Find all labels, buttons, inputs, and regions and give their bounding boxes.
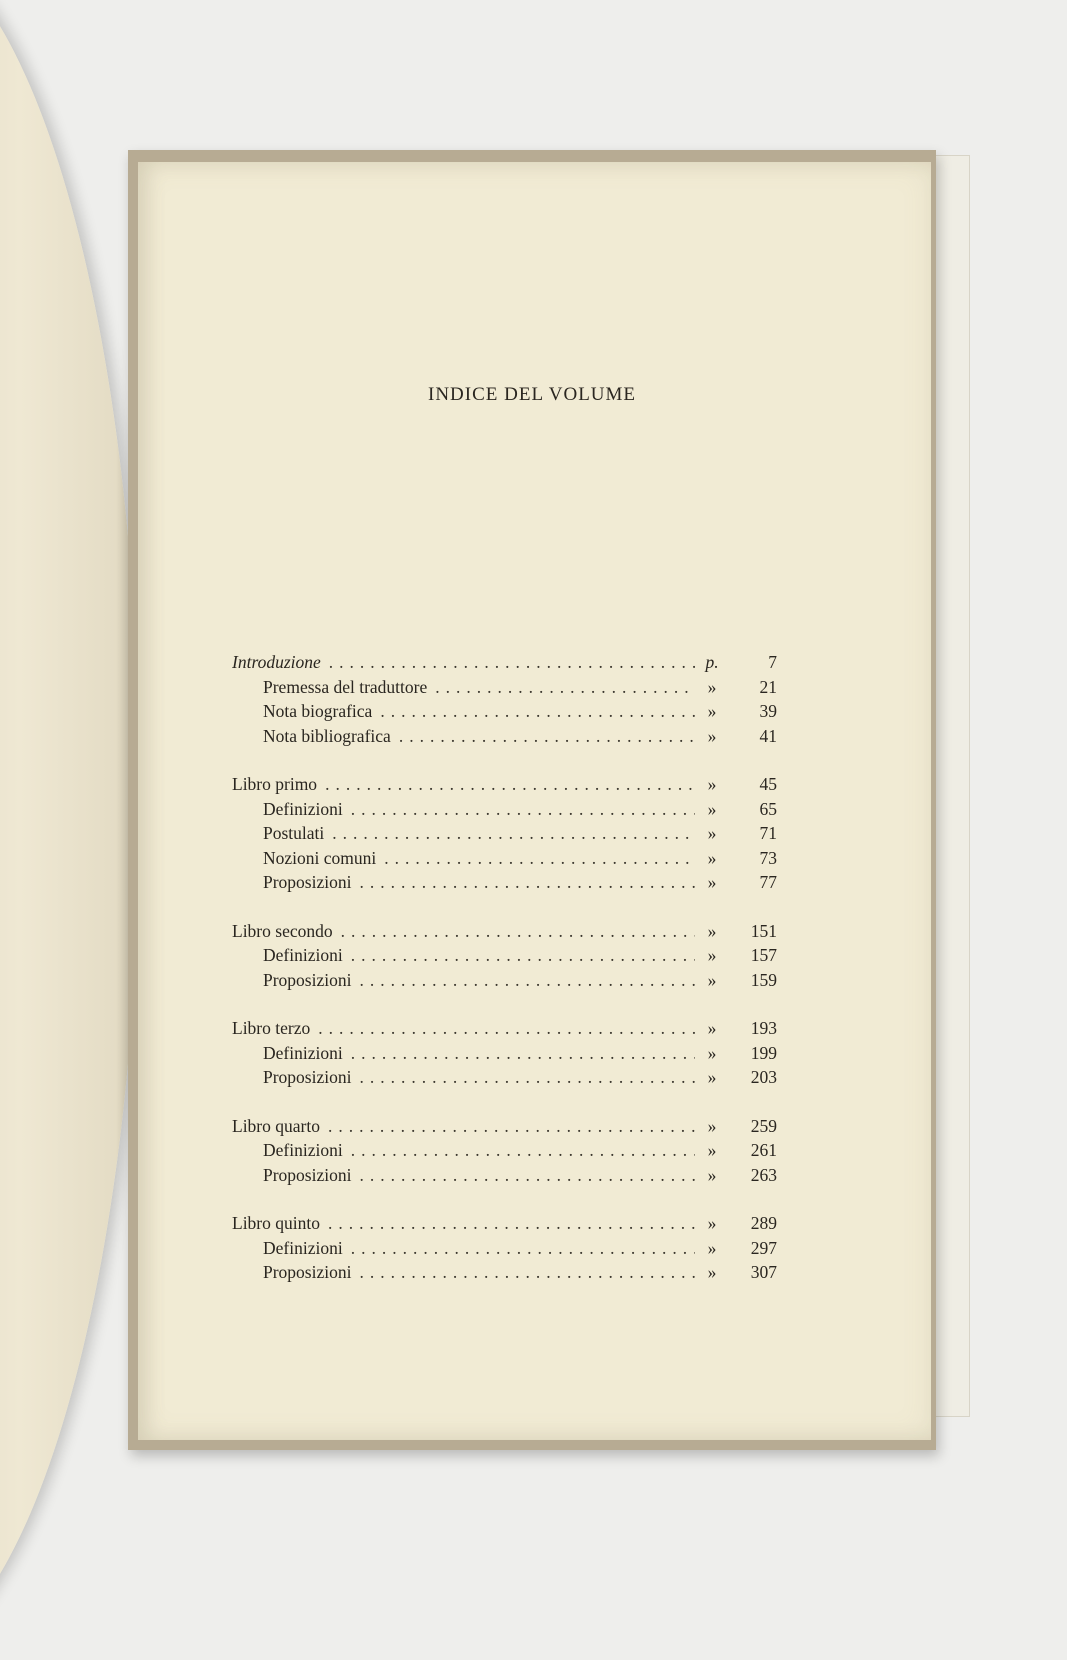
page-number: 259 [750,1115,777,1136]
page-number: 297 [750,1237,777,1258]
dot-leader [343,1140,695,1161]
dot-leader [372,701,695,722]
toc-entry [232,1116,777,1141]
page-number: 159 [750,969,777,990]
table-of-contents [232,652,777,1311]
toc-subentry [232,1262,777,1287]
dot-leader [321,652,695,673]
page-number: 73 [759,847,777,868]
page-marker: » [707,1262,717,1282]
page-number: 157 [750,945,777,965]
page-number: 41 [759,725,777,746]
dot-leader [391,726,695,747]
page-marker: » [707,823,717,843]
toc-entry-label: Postulati [263,823,325,843]
dot-leader [317,774,695,795]
toc-subentry [232,1165,777,1190]
toc-group [232,921,777,995]
page-marker: » [707,945,717,965]
dot-leader [320,1213,695,1234]
page-marker: » [707,774,717,794]
page-number: 71 [759,823,777,843]
toc-entry-label: Nota bibliografica [263,725,391,746]
toc-entry-label: Libro secondo [232,920,333,941]
toc-entry [232,1018,777,1043]
page-number: 7 [768,652,777,672]
page-number: 21 [759,676,777,697]
toc-entry [232,652,777,677]
page-marker: » [707,847,717,868]
toc-entry-label: Premessa del traduttore [263,676,428,697]
toc-entry-label: Definizioni [263,1042,343,1063]
dot-leader [351,1262,695,1283]
toc-subentry [232,872,777,897]
toc-group [232,1018,777,1092]
page-marker: » [707,1213,717,1233]
dot-leader [320,1116,695,1137]
toc-entry-label: Definizioni [263,1140,343,1160]
toc-entry-label: Proposizioni [263,1164,352,1185]
toc-group [232,1213,777,1287]
dot-leader [333,921,695,942]
toc-entry [232,1213,777,1238]
page-marker: » [707,1237,717,1258]
toc-entry-label: Proposizioni [263,1262,352,1282]
toc-subentry [232,726,777,751]
toc-subentry [232,701,777,726]
dot-leader [351,1165,695,1186]
page-marker: » [707,701,717,721]
page-number: 65 [759,798,777,819]
toc-subentry [232,848,777,873]
dot-leader [351,872,695,893]
page-number: 151 [750,920,777,941]
toc-entry [232,921,777,946]
dot-leader [324,823,695,844]
dot-leader [343,799,695,820]
page-number: 289 [750,1213,777,1233]
toc-entry-label: Proposizioni [263,1067,352,1087]
page-marker: » [707,676,717,697]
dot-leader [351,1067,695,1088]
dot-leader [427,677,695,698]
toc-entry-label: Libro primo [232,774,318,794]
page-number: 199 [750,1042,777,1063]
toc-subentry [232,799,777,824]
index-page [138,162,931,1440]
page-number: 261 [750,1140,777,1160]
toc-subentry [232,823,777,848]
dot-leader [351,970,695,991]
page-number: 193 [750,1018,777,1038]
dot-leader [310,1018,695,1039]
toc-entry-label: Proposizioni [263,969,352,990]
toc-subentry [232,970,777,995]
toc-entry-label: Nozioni comuni [263,847,377,868]
page-number: 203 [750,1067,777,1087]
left-facing-page [0,0,140,1660]
toc-group [232,1116,777,1190]
page-marker: » [707,725,717,746]
dot-leader [343,1043,695,1064]
dot-leader [376,848,695,869]
page-marker: » [707,872,717,892]
page-marker: » [707,1018,717,1038]
page-marker: » [707,1115,717,1136]
toc-entry-label: Definizioni [263,1237,343,1258]
toc-entry [232,774,777,799]
toc-entry-label: Definizioni [263,798,343,819]
toc-subentry [232,1140,777,1165]
toc-entry-label: Libro quinto [232,1213,320,1233]
page-marker: » [707,1067,717,1087]
page-number: 77 [759,872,777,892]
page-title: INDICE DEL VOLUME [428,384,637,405]
toc-entry-label: Introduzione [232,652,321,672]
toc-subentry [232,945,777,970]
toc-subentry [232,1238,777,1263]
toc-subentry [232,677,777,702]
toc-entry-label: Nota biografica [263,701,373,721]
toc-group [232,652,777,750]
page-number: 307 [750,1262,777,1282]
page-marker: » [707,969,717,990]
page-marker: » [707,1164,717,1185]
page-marker: p. [705,652,719,672]
toc-entry-label: Definizioni [263,945,343,965]
dot-leader [343,1238,695,1259]
toc-entry-label: Libro quarto [232,1115,320,1136]
toc-entry-label: Proposizioni [263,872,352,892]
page-marker: » [707,798,717,819]
page-marker: » [707,1140,717,1160]
page-marker: » [707,920,717,941]
page-number: 39 [759,701,777,721]
toc-entry-label: Libro terzo [232,1018,311,1038]
dot-leader [343,945,695,966]
page-number: 45 [759,774,777,794]
page-number: 263 [750,1164,777,1185]
toc-group [232,774,777,897]
toc-subentry [232,1043,777,1068]
toc-subentry [232,1067,777,1092]
page-marker: » [707,1042,717,1063]
